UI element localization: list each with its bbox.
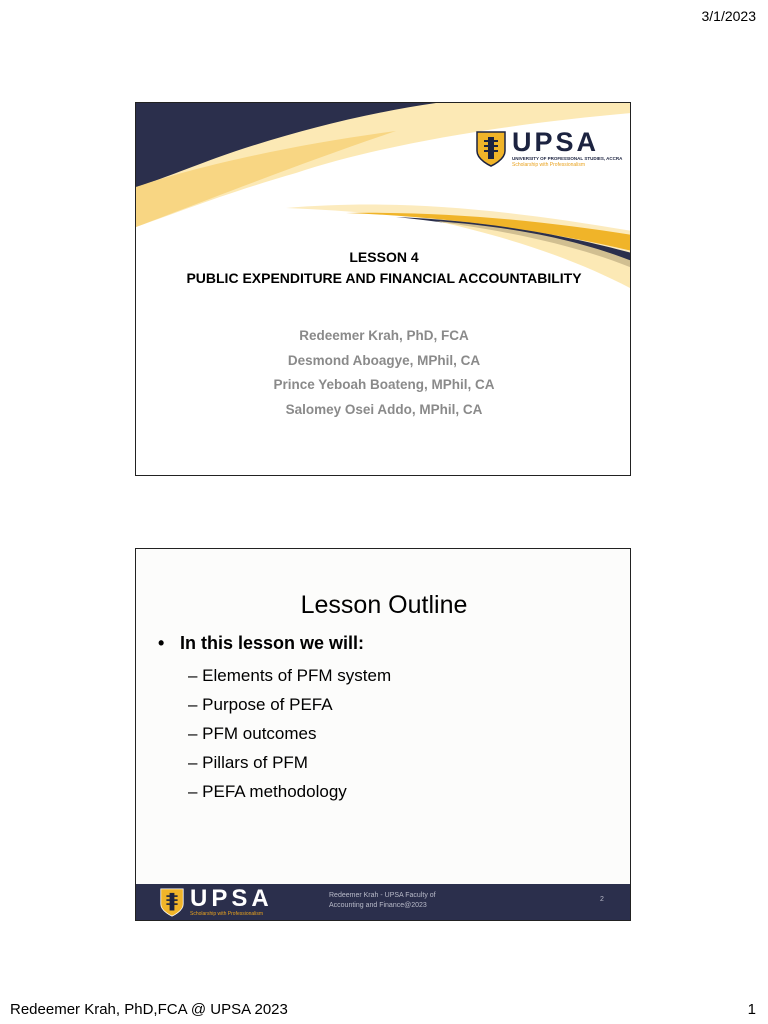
author: Salomey Osei Addo, MPhil, CA [285,401,483,417]
outline-title: Lesson Outline [300,591,468,619]
slide-footer-bar [136,884,631,920]
footer-credit [329,891,436,911]
list-item: – PFM outcomes [188,724,317,743]
author: Desmond Aboagye, MPhil, CA [287,352,481,368]
author: Redeemer Krah, PhD, FCA [299,328,469,343]
list-item: – Elements of PFM system [188,666,392,685]
logo-wordmark: UPSA [512,127,600,157]
bullet-dot: • [158,633,165,653]
title-slide [135,102,631,476]
author-list [136,324,631,422]
lesson-title: PUBLIC EXPENDITURE AND FINANCIAL ACCOUNTABILITY [186,270,582,286]
upsa-shield-icon [476,131,506,167]
logo-tagline: Scholarship with Professionalism [190,911,264,917]
list-item: – PEFA methodology [188,782,347,801]
upsa-footer-logo [160,887,273,918]
bullet-text: In this lesson we will: [180,633,365,653]
logo-tagline: Scholarship with Professionalism [512,161,586,168]
lesson-number: LESSON 4 [349,249,419,265]
slide-number: 2 [600,896,604,903]
upsa-shield-icon [160,888,184,917]
logo-wordmark: UPSA [190,885,273,912]
page-date: 3/1/2023 [701,8,756,24]
outline-slide [135,548,631,921]
slide-title [136,247,631,289]
author: Prince Yeboah Boateng, MPhil, CA [273,377,495,392]
credit-line: Redeemer Krah - UPSA Faculty of [329,892,436,899]
upsa-logo [476,129,622,168]
logo-subtitle: UNIVERSITY OF PROFESSIONAL STUDIES, ACCRA [512,156,623,161]
page-number: 1 [747,1001,756,1018]
main-bullet [158,633,364,654]
outline-list [188,661,391,806]
page-footer-author: Redeemer Krah, PhD,FCA @ UPSA 2023 [10,1001,288,1018]
credit-line: Accounting and Finance@2023 [329,902,427,909]
list-item: – Pillars of PFM [188,753,308,772]
list-item: – Purpose of PEFA [188,695,333,714]
